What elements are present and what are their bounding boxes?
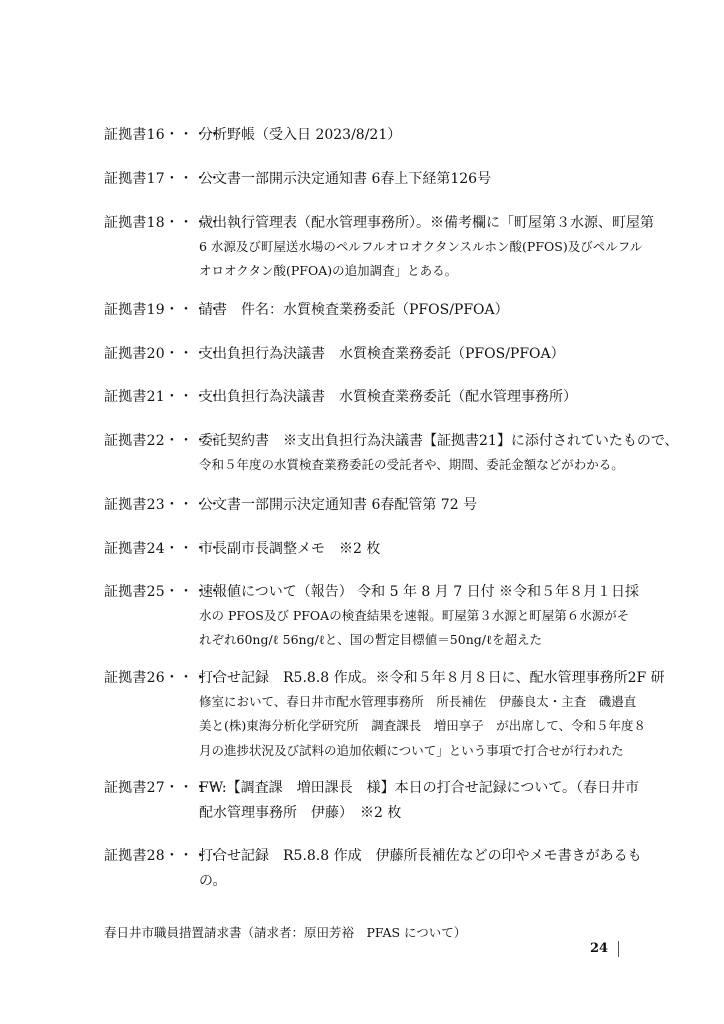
evidence-description-continued: 美と(株)東海分析化学研究所 調査課長 増田享子 が出席して、令和５年度８: [199, 718, 647, 733]
evidence-description-continued: 月の進捗状況及び試料の追加依頼について」という事項で打合せが行われた: [199, 743, 624, 758]
evidence-description: 市長副市長調整メモ ※2 枚: [199, 541, 381, 557]
evidence-description-continued: 令和５年度の水質検査業務委託の受託者や、期間、委託金額などがわかる。: [199, 457, 624, 472]
evidence-description: 委託契約書 ※支出負担行為決議書【証拠書21】に添付されていたもので、: [199, 433, 679, 449]
evidence-label: 証拠書21・・・・: [104, 389, 222, 405]
evidence-label: 証拠書16・・・・: [104, 127, 222, 143]
evidence-description: 公文書一部開示決定通知書 6春配管第 72 号: [199, 497, 478, 513]
page-number: 24: [590, 941, 609, 956]
evidence-description: 速報値について（報告） 令和 5 年 8 月 7 日付 ※令和５年８月１日採: [199, 584, 640, 600]
evidence-description: 支出負担行為決議書 水質検査業務委託（PFOS/PFOA）: [199, 346, 565, 362]
evidence-label: 証拠書24・・・・: [104, 541, 222, 557]
evidence-description: 打合せ記録 R5.8.8 作成 伊藤所長補佐などの印やメモ書きがあるも: [199, 848, 642, 864]
evidence-label: 証拠書20・・・・: [104, 346, 222, 362]
evidence-description-continued: 配水管理事務所 伊藤） ※2 枚: [199, 805, 402, 821]
evidence-label: 証拠書23・・・・: [104, 497, 222, 513]
evidence-description: 打合せ記録 R5.8.8 作成。※令和５年８月８日に、配水管理事務所2F 研: [199, 670, 665, 686]
evidence-description: FW:【調査課 増田課長 様】本日の打合せ記録について。（春日井市: [199, 780, 640, 796]
evidence-description-continued: オロオクタン酸(PFOA)の追加調査」とある。: [199, 263, 458, 278]
evidence-label: 証拠書18・・・・: [104, 215, 222, 231]
evidence-description: 支出負担行為決議書 水質検査業務委託（配水管理事務所）: [199, 389, 577, 405]
document-footer-title: 春日井市職員措置請求書（請求者：原田芳裕 PFAS について）: [104, 925, 467, 940]
evidence-description: 請書 件名：水質検査業務委託（PFOS/PFOA）: [199, 302, 509, 318]
evidence-label: 証拠書22・・・・: [104, 433, 222, 449]
evidence-description-continued: れぞれ60ng/ℓ 56ng/ℓと、国の暫定目標値＝50ng/ℓを超えた: [199, 632, 542, 647]
evidence-description-continued: 6 水源及び町屋送水場のペルフルオロオクタンスルホン酸(PFOS)及びペルフル: [199, 239, 643, 254]
evidence-description-continued: 修室において、春日井市配水管理事務所 所長補佐 伊藤良太・主査 磯邉直: [199, 694, 637, 709]
evidence-description-continued: 水の PFOS及び PFOAの検査結果を速報。町屋第３水源と町屋第６水源がそ: [199, 608, 630, 623]
evidence-description-continued: の。: [199, 873, 227, 889]
evidence-label: 証拠書17・・・・: [104, 171, 222, 187]
evidence-label: 証拠書19・・・・: [104, 302, 222, 318]
evidence-description: 歳出執行管理表（配水管理事務所）。※備考欄に「町屋第３水源、町屋第: [199, 215, 654, 231]
evidence-label: 証拠書26・・・・: [104, 670, 222, 686]
evidence-description: 分析野帳（受入日 2023/8/21）: [199, 127, 402, 143]
evidence-label: 証拠書27・・・・: [104, 780, 222, 796]
evidence-label: 証拠書28・・・・: [104, 848, 222, 864]
page-number-divider: [618, 941, 619, 957]
evidence-label: 証拠書25・・・・: [104, 584, 222, 600]
evidence-description: 公文書一部開示決定通知書 6春上下経第126号: [199, 171, 492, 187]
